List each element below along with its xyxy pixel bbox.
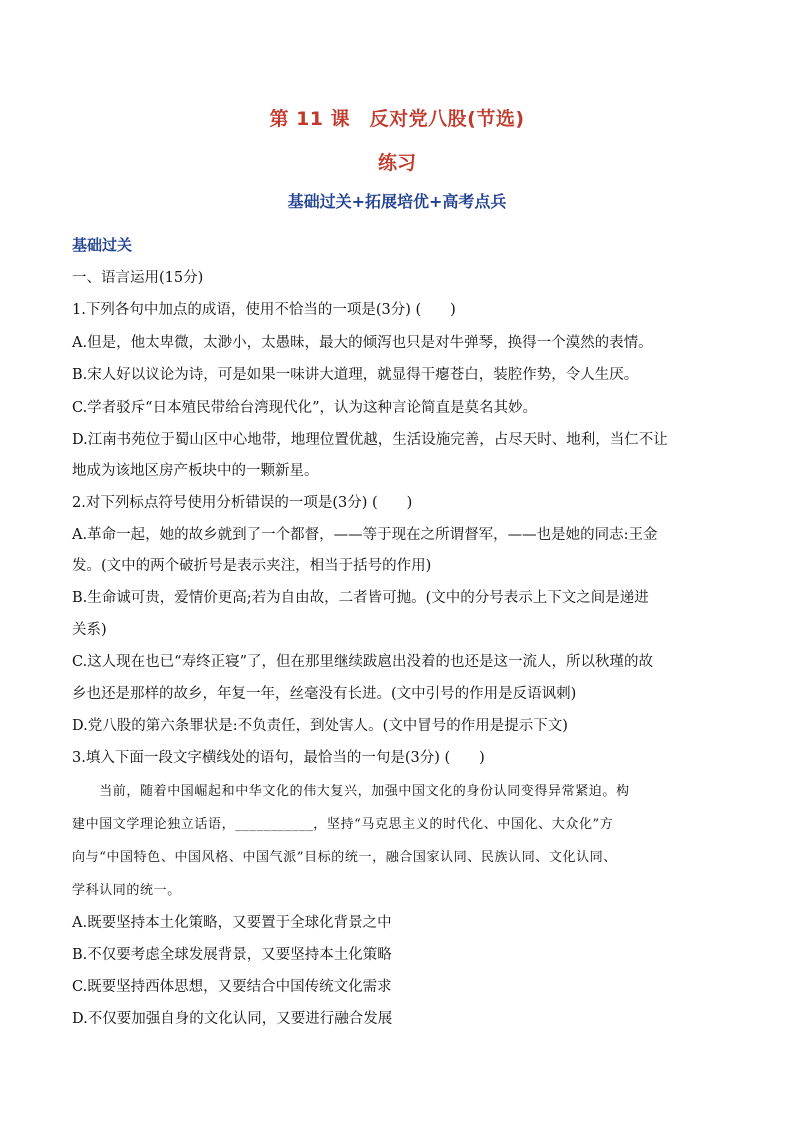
question-1-stem: 1.下列各句中加点的成语，使用不恰当的一项是(3分) ( ) xyxy=(72,302,456,318)
question-3-option-a: A.既要坚持本土化策略，又要置于全球化背景之中 xyxy=(72,915,392,931)
question-2-option-a-line1: A.革命一起，她的故乡就到了一个都督，——等于现在之所谓督军，——也是她的同志:王金 xyxy=(72,527,658,543)
question-1-option-c: C.学者驳斥“日本殖民带给台湾现代化”，认为这种言论简直是莫名其妙。 xyxy=(72,400,538,416)
part-heading: 一、语言运用(15分) xyxy=(72,270,204,286)
question-3-option-b: B.不仅要考虑全球发展背景，又要坚持本土化策略 xyxy=(72,947,392,963)
question-2-option-b-line1: B.生命诚可贵，爱情价更高;若为自由故，二者皆可抛。(文中的分号表示上下文之间是递进 xyxy=(72,590,649,606)
question-2-option-c-line2: 乡也还是那样的故乡，年复一年，丝毫没有长进。(文中引号的作用是反语讽刺) xyxy=(72,686,577,702)
question-2-option-c-line1: C.这人现在也已“寿终正寝”了，但在那里继续跋扈出没着的也还是这一流人，所以秋瑾的故 xyxy=(72,654,654,670)
question-3-passage-line3: 向与“中国特色、中国风格、中国气派”目标的统一，融合国家认同、民族认同、文化认同、 xyxy=(72,850,617,865)
question-3-passage-line2: 建中国文学理论独立话语，___________，坚持“马克思主义的时代化、中国化、大众化”方 xyxy=(72,817,614,832)
question-3-passage-line4: 学科认同的统一。 xyxy=(72,883,181,898)
question-1-option-b: B.宋人好以议论为诗，可是如果一味讲大道理，就显得干瘪苍白，装腔作势，令人生厌。 xyxy=(72,367,639,383)
question-1-option-a: A.但是，他太卑微，太渺小，太愚昧，最大的倾泻也只是对牛弹琴，换得一个漠然的表情。 xyxy=(72,335,653,351)
question-2-option-b-line2: 关系) xyxy=(72,622,107,638)
question-1-option-d-line2: 地成为该地区房产板块中的一颗新星。 xyxy=(72,463,319,479)
question-1-option-d-line1: D.江南书苑位于蜀山区中心地带，地理位置优越，生活设施完善，占尽天时、地利，当仁不让 xyxy=(72,432,668,448)
section-title: 基础过关 xyxy=(72,236,133,254)
question-3-option-d: D.不仅要加强自身的文化认同，又要进行融合发展 xyxy=(72,1011,393,1027)
question-3-option-c: C.既要坚持西体思想，又要结合中国传统文化需求 xyxy=(72,979,392,995)
question-3-stem: 3.填入下面一段文字横线处的语句，最恰当的一句是(3分) ( ) xyxy=(72,750,485,766)
question-2-option-a-line2: 发。(文中的两个破折号是表示夹注，相当于括号的作用) xyxy=(72,558,432,574)
question-2-stem: 2.对下列标点符号使用分析错误的一项是(3分) ( ) xyxy=(72,495,413,511)
tagline: 基础过关+拓展培优+高考点兵 xyxy=(287,192,507,211)
practice-subtitle: 练习 xyxy=(377,152,416,174)
lesson-title: 第 11 课 反对党八股(节选) xyxy=(269,108,525,130)
question-3-passage-line1: 当前，随着中国崛起和中华文化的伟大复兴，加强中国文化的身份认同变得异常紧迫。构 xyxy=(72,784,630,799)
question-2-option-d: D.党八股的第六条罪状是:不负责任，到处害人。(文中冒号的作用是提示下文) xyxy=(72,718,568,734)
